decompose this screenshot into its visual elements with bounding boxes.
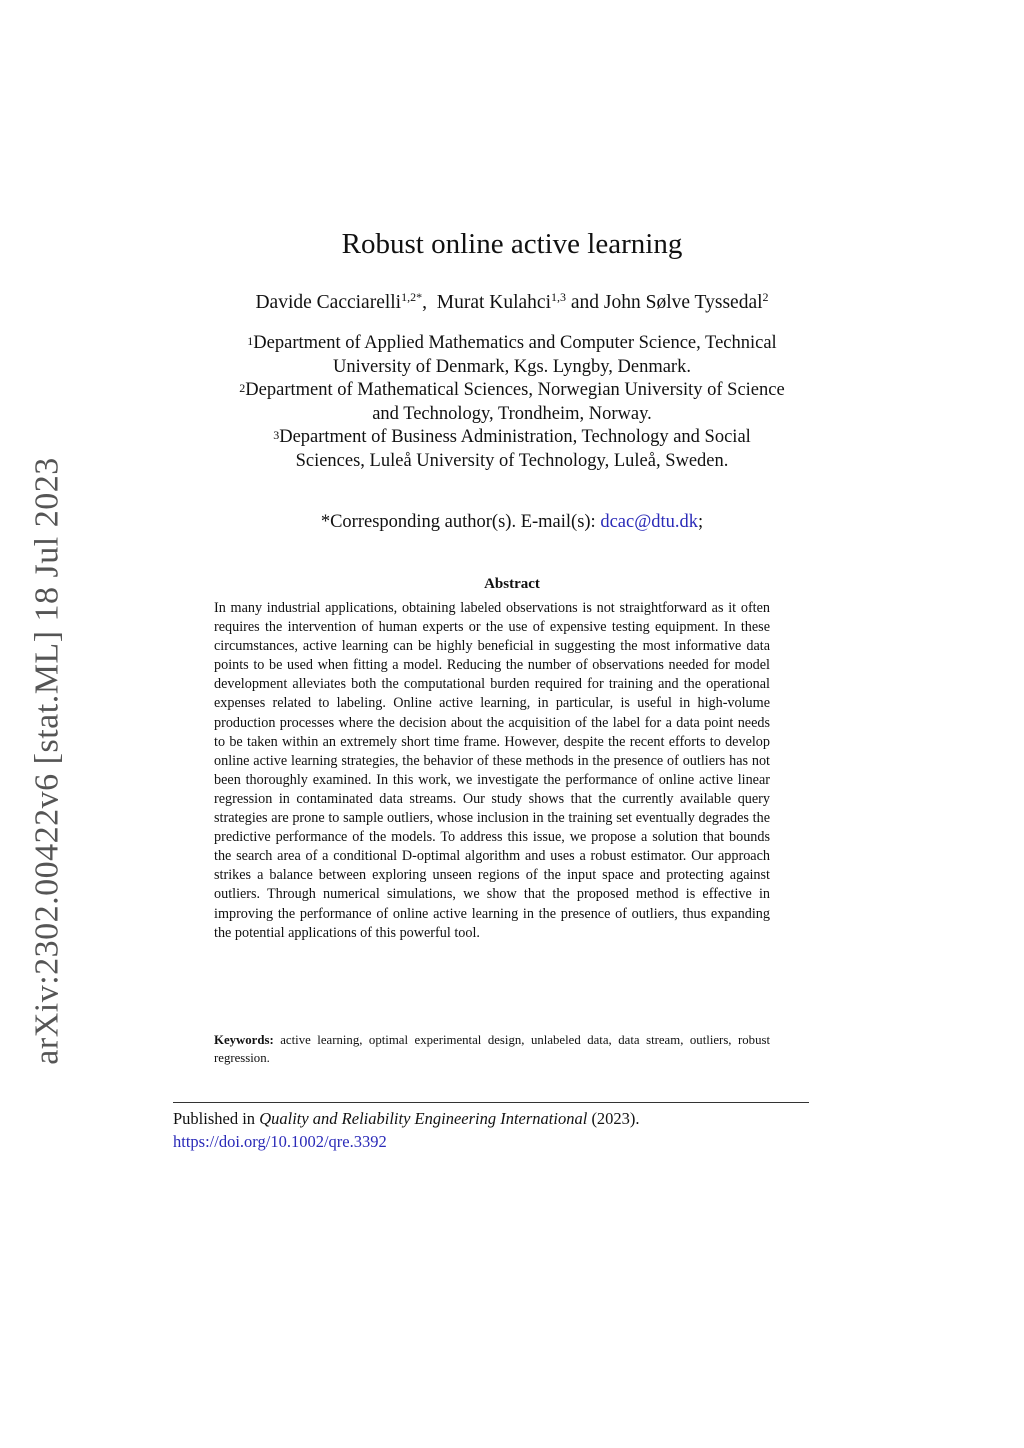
corresponding-suffix: ;: [698, 512, 704, 532]
abstract-heading: Abstract: [484, 576, 540, 592]
affiliation-number: 3: [273, 428, 280, 442]
keywords-text: active learning, optimal experimental design, unlabeled data, data stream, outliers, robust regression.: [214, 1033, 774, 1065]
arxiv-identifier: arXiv:2302.00422v6 [stat.ML] 18 Jul 2023: [29, 457, 66, 1065]
publication-prefix: Published in: [173, 1109, 260, 1128]
affiliation-number: 2: [239, 381, 246, 395]
affiliation-line: Department of Business Administration, Technology and Social: [279, 427, 751, 447]
affiliation-line: Department of Mathematical Sciences, Norwegian University of Science: [245, 380, 785, 400]
publication-note: [173, 1107, 813, 1153]
paper-title: Robust online active learning: [341, 228, 683, 260]
affiliation-line: University of Denmark, Kgs. Lyngby, Denmark.: [333, 356, 691, 377]
affiliation-number: 1: [247, 334, 254, 348]
email-link[interactable]: dcac@dtu.dk: [600, 512, 699, 532]
keywords-label: Keywords:: [214, 1033, 274, 1047]
affiliation-line: and Technology, Trondheim, Norway.: [372, 403, 652, 424]
author-affiliation-marker: 1,2*: [401, 290, 423, 304]
author-name: John Sølve Tyssedal: [603, 292, 763, 313]
footnote-rule: [173, 1102, 809, 1103]
keywords: [214, 1032, 774, 1067]
author-name: Davide Cacciarelli: [255, 292, 402, 313]
corresponding-prefix: *Corresponding author(s). E-mail(s):: [320, 512, 601, 532]
arxiv-side-stamp: [28, 456, 68, 1066]
affiliation: [170, 379, 854, 426]
corresponding-author: [0, 512, 1024, 533]
affiliation: [170, 332, 854, 379]
author-affiliation-marker: 1,3: [551, 290, 566, 304]
publication-year: (2023).: [587, 1109, 640, 1128]
author-separator: and: [566, 292, 604, 313]
author-name: Murat Kulahci: [436, 292, 551, 313]
affiliation-line: Department of Applied Mathematics and Computer Science, Technical: [253, 333, 777, 353]
journal-name: Quality and Reliability Engineering International: [259, 1109, 588, 1128]
abstract-text: In many industrial applications, obtaining labeled observations is not straightforward as it often requires the intervention of human experts or the use of expensive testing equipment. In these circumstances, active learning can be highly beneficial in suggesting the most informative data points to be used when fitting a model. Reducing the number of observations needed for model development alleviates both the computational burden required for training and the operational expenses related to labeling. Online active learning, in particular, is useful in high-volume production processes where the decision about the acquisition of the label for a data point needs to be taken within an extremely short time frame. However, despite the recent efforts to develop online active learning strategies, the behavior of these methods in the presence of outliers has not been thoroughly examined. In this work, we investigate the performance of online active linear regression in contaminated data streams. Our study shows that the currently available query strategies are prone to sample outliers, whose inclusion in the training set eventually degrades the predictive performance of the models. To address this issue, we propose a solution that bounds the search area of a conditional D-optimal algorithm and uses a robust estimator. Our approach strikes a balance between exploring unseen regions of the input space and protecting against outliers. Through numerical simulations, we show that the proposed method is effective in improving the performance of online active learning in the presence of outliers, thus expanding the potential applications of this powerful tool.: [214, 600, 770, 941]
author-separator: ,: [422, 292, 437, 313]
author-list: [0, 292, 1024, 314]
affiliation-line: Sciences, Luleå University of Technology, Luleå, Sweden.: [295, 450, 729, 471]
doi-link[interactable]: https://doi.org/10.1002/qre.3392: [173, 1132, 387, 1151]
affiliation: [170, 426, 854, 473]
affiliations: [170, 332, 854, 473]
author-affiliation-marker: 2: [762, 290, 769, 304]
